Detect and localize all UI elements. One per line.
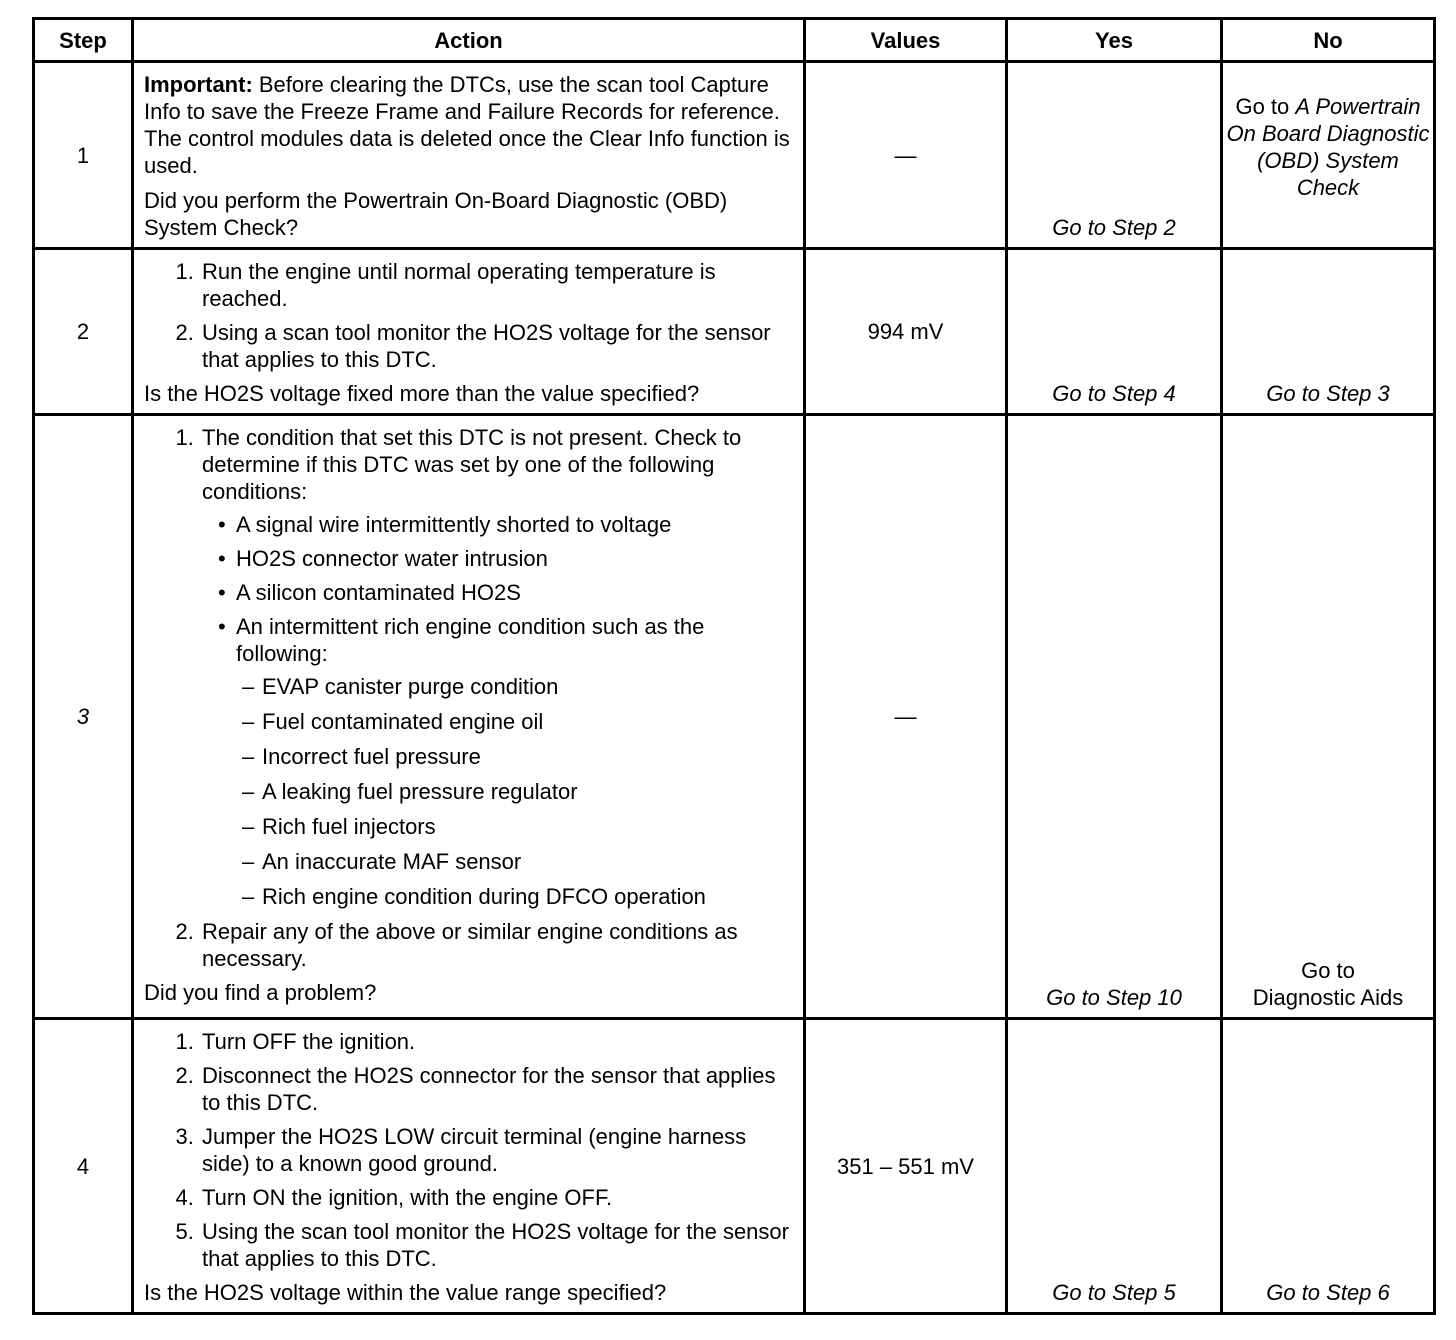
action-steps (144, 258, 793, 373)
header-yes: Yes (1007, 19, 1222, 62)
table-row (34, 415, 1435, 1019)
value-cell: 351 – 551 mV (805, 1019, 1007, 1314)
action-step: 4. Turn ON the ignition, with the engine OFF. (200, 1184, 793, 1211)
no-prefix: Go to (1235, 94, 1290, 119)
yes-cell (1007, 249, 1222, 415)
yes-link[interactable]: Go to Step 2 (1052, 215, 1176, 240)
no-link[interactable]: Go to Step 6 (1266, 1280, 1390, 1305)
header-row (34, 19, 1435, 62)
diagnostic-table (32, 17, 1436, 1315)
no-link[interactable] (1223, 957, 1433, 1011)
no-cell (1222, 415, 1435, 1019)
header-values: Values (805, 19, 1007, 62)
action-step-text: The condition that set this DTC is not present. Check to determine if this DTC was set by one of the following conditions: (202, 425, 742, 504)
step-number: 3 (34, 415, 133, 1019)
action-step: 2. Disconnect the HO2S connector for the sensor that applies to this DTC. (200, 1062, 793, 1116)
step-number: 4 (34, 1019, 133, 1314)
header-no: No (1222, 19, 1435, 62)
list-item (236, 613, 793, 910)
no-cell (1222, 1019, 1435, 1314)
action-cell (133, 62, 805, 249)
no-link[interactable]: Go to Step 3 (1266, 381, 1390, 406)
question-text: Is the HO2S voltage within the value range specified? (144, 1280, 667, 1305)
list-item: • HO2S connector water intrusion (236, 545, 793, 572)
no-link-text: A Powertrain On Board Diagnostic (OBD) System Check (1226, 94, 1430, 200)
list-item: – Fuel contaminated engine oil (262, 708, 793, 735)
value-cell: — (805, 62, 1007, 249)
list-item: – EVAP canister purge condition (262, 673, 793, 700)
action-step: 2. Repair any of the above or similar engine conditions as necessary. (200, 918, 793, 972)
yes-link[interactable]: Go to Step 4 (1052, 381, 1176, 406)
list-item: – An inaccurate MAF sensor (262, 848, 793, 875)
list-item-text: An intermittent rich engine condition such as the following: (236, 614, 705, 666)
yes-cell (1007, 1019, 1222, 1314)
no-link-line1: Go to (1301, 958, 1355, 983)
list-item: • A signal wire intermittently shorted to voltage (236, 511, 793, 538)
important-label: Important: (144, 72, 253, 97)
header-action: Action (133, 19, 805, 62)
list-item: – Incorrect fuel pressure (262, 743, 793, 770)
table-row (34, 62, 1435, 249)
action-cell (133, 249, 805, 415)
table-row (34, 1019, 1435, 1314)
value-cell: 994 mV (805, 249, 1007, 415)
condition-list (202, 511, 793, 910)
list-item: – Rich fuel injectors (262, 813, 793, 840)
list-item: • A silicon contaminated HO2S (236, 579, 793, 606)
step-number: 2 (34, 249, 133, 415)
sub-condition-list (236, 673, 793, 910)
question-text: Did you perform the Powertrain On-Board Diagnostic (OBD) System Check? (144, 188, 728, 240)
list-item: – A leaking fuel pressure regulator (262, 778, 793, 805)
step-number: 1 (34, 62, 133, 249)
action-step: 5. Using the scan tool monitor the HO2S voltage for the sensor that applies to this DTC. (200, 1218, 793, 1272)
value-cell: — (805, 415, 1007, 1019)
action-cell (133, 415, 805, 1019)
action-cell (133, 1019, 805, 1314)
action-step: 1. Run the engine until normal operating temperature is reached. (200, 258, 793, 312)
no-cell (1222, 249, 1435, 415)
no-cell (1222, 62, 1435, 249)
yes-link[interactable]: Go to Step 5 (1052, 1280, 1176, 1305)
action-step (200, 424, 793, 910)
question-text: Did you find a problem? (144, 980, 377, 1005)
action-step: 2. Using a scan tool monitor the HO2S voltage for the sensor that applies to this DTC. (200, 319, 793, 373)
table-row (34, 249, 1435, 415)
important-text: Before clearing the DTCs, use the scan tool Capture Info to save the Freeze Frame and Failure Records for reference. The control modules data is deleted once the Clear Info function is used. (144, 72, 790, 178)
important-note (144, 71, 793, 179)
yes-link[interactable]: Go to Step 10 (1046, 985, 1182, 1010)
yes-cell (1007, 415, 1222, 1019)
action-step: 1. Turn OFF the ignition. (200, 1028, 793, 1055)
yes-cell (1007, 62, 1222, 249)
no-link[interactable] (1223, 93, 1433, 201)
action-steps (144, 1028, 793, 1272)
question-text: Is the HO2S voltage fixed more than the value specified? (144, 381, 700, 406)
action-step: 3. Jumper the HO2S LOW circuit terminal (engine harness side) to a known good ground. (200, 1123, 793, 1177)
header-step: Step (34, 19, 133, 62)
action-steps (144, 424, 793, 972)
list-item: – Rich engine condition during DFCO operation (262, 883, 793, 910)
no-link-line2: Diagnostic Aids (1252, 985, 1404, 1010)
